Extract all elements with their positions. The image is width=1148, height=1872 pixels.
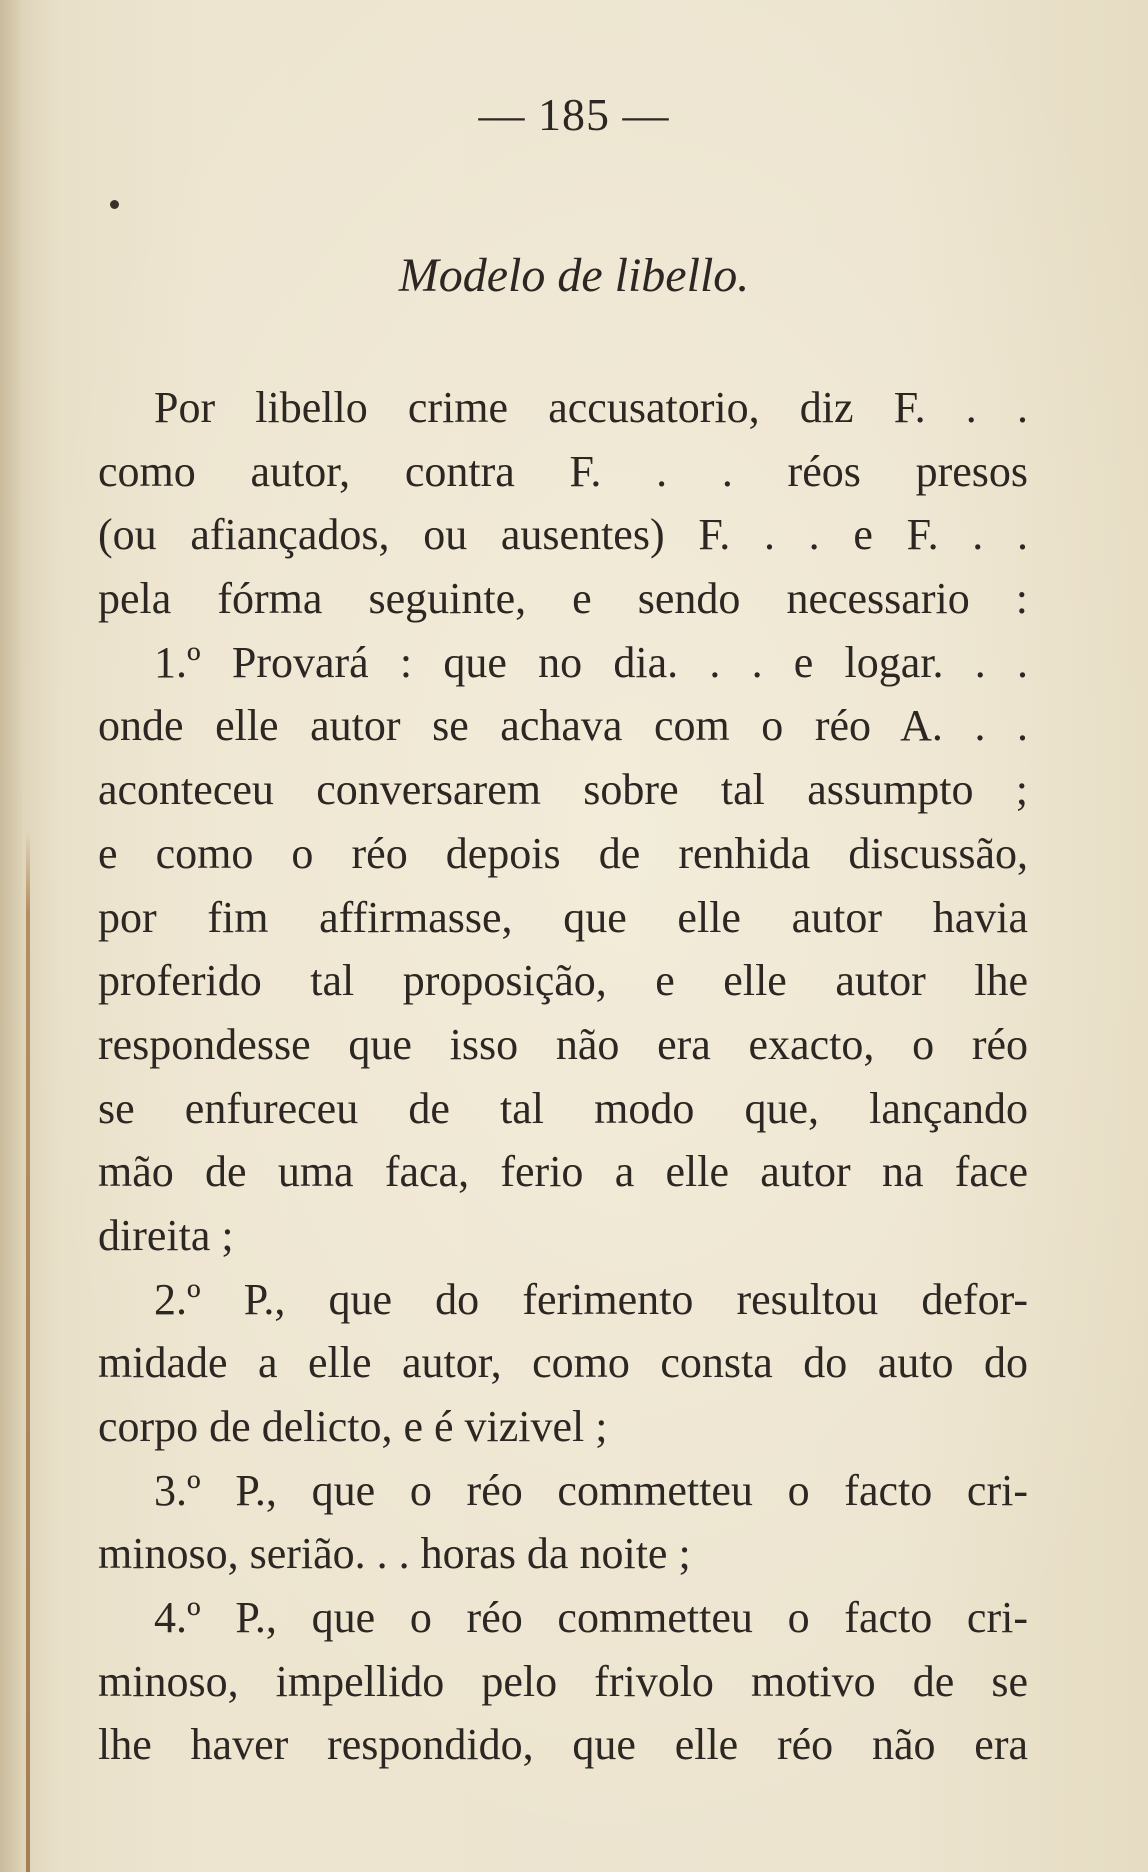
text-line: respondesse que isso não era exacto, o réo [98,1019,1028,1069]
body-text [98,376,1028,1777]
text-line: e como o réo depois de renhida discussão, [98,828,1028,878]
text-line: como autor, contra F. . . réos presos [98,446,1028,496]
text-line: minoso, impellido pelo frivolo motivo de se [98,1656,1028,1706]
text-line: por fim affirmasse, que elle autor havia [98,892,1028,942]
text-line: proferido tal proposição, e elle autor lhe [98,956,1028,1006]
page-edge-line [26,830,30,1872]
text-line: aconteceu conversarem sobre tal assumpto ; [98,765,1028,815]
text-line: corpo de delicto, e é vizivel ; [98,1402,608,1451]
text-line: minoso, serião. . . horas da noite ; [98,1529,691,1579]
text-line: lhe haver respondido, que elle réo não era [98,1720,1028,1770]
text-line: 4.º P., que o réo commetteu o facto cri- [154,1593,1028,1643]
text-line: onde elle autor se achava com o réo A. . . [98,701,1028,751]
text-line: pela fórma seguinte, e sendo necessario : [98,574,1028,624]
text-line: (ou afiançados, ou ausentes) F. . . e F. . . [98,510,1028,560]
text-line: se enfureceu de tal modo que, lançando [98,1083,1028,1133]
text-line: midade a elle autor, como consta do auto do [98,1338,1028,1388]
text-line: mão de uma faca, ferio a elle autor na face [98,1147,1028,1197]
text-line: direita ; [98,1210,234,1260]
text-line: 3.º P., que o réo commetteu o facto cri- [154,1465,1028,1515]
ink-speck [110,200,119,209]
page-number: — 185 — [478,89,670,140]
page-title: Modelo de libello. [398,249,750,302]
text-line: Por libello crime accusatorio, diz F. . . [154,383,1028,432]
text-line: 1.º Provará : que no dia. . . e logar. . . [154,637,1028,687]
text-line: 2.º P., que do ferimento resultou defor- [154,1274,1028,1324]
